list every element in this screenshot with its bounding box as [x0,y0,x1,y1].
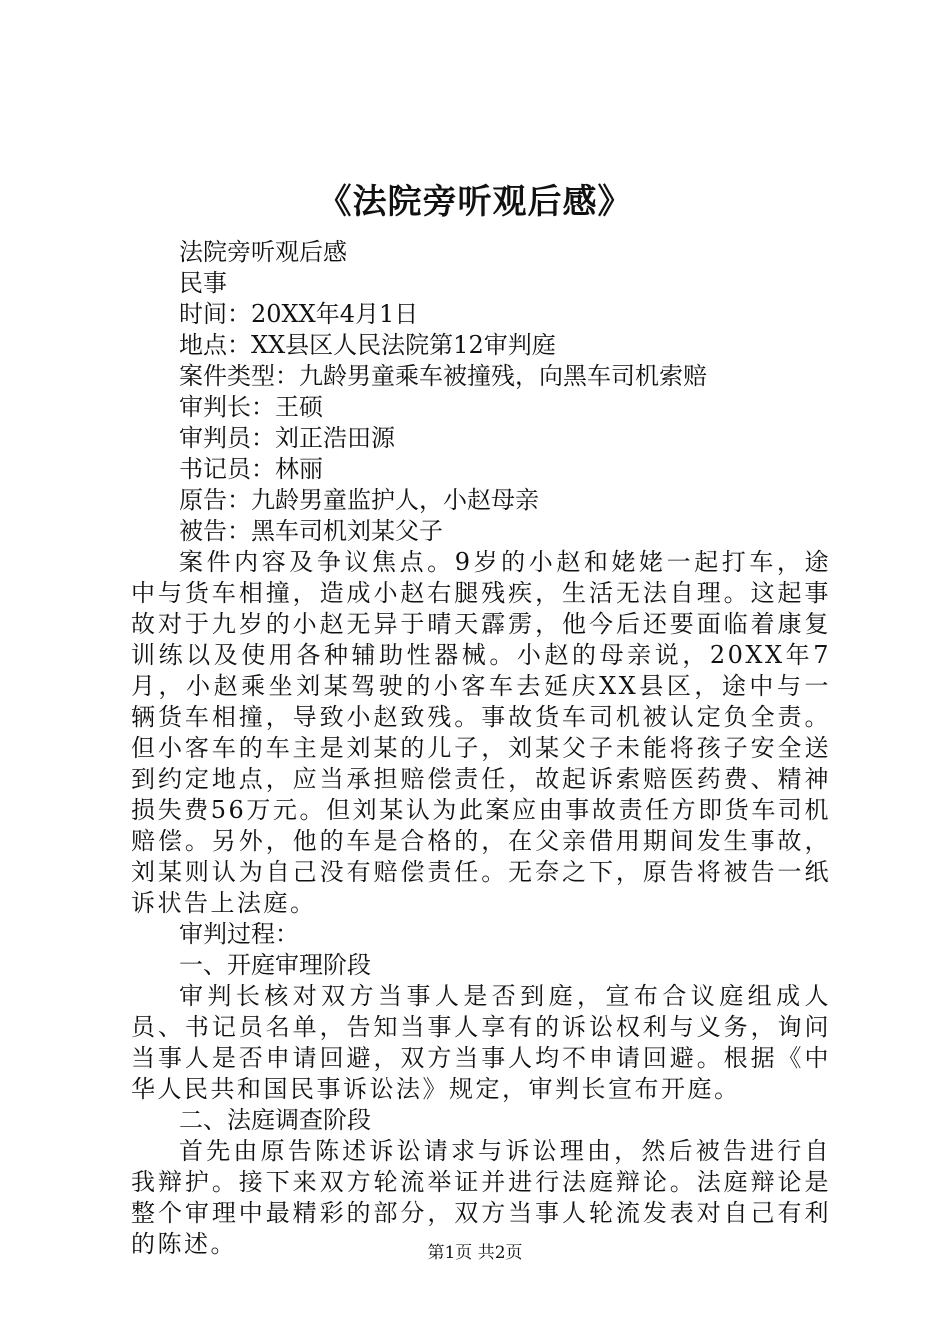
presiding-judge-line: 审判长：王硕 [179,393,323,421]
stage1-paragraph: 审判长核对双方当事人是否到庭，宣布合议庭组成人员、书记员名单，告知当事人享有的诉讼权利与义务，询问当事人是否申请回避，双方当事人均不申请回避。根据《中华人民共和国民事诉讼法》规定，审判长宣布开庭。 [131,982,831,1103]
judges-line: 审判员：刘正浩田源 [179,424,395,452]
stage1-heading: 一、开庭审理阶段 [179,951,371,979]
defendant-line: 被告：黑车司机刘某父子 [179,517,443,545]
stage2-heading: 二、法庭调查阶段 [179,1106,371,1134]
document-title: 《法院旁听观后感》 [317,182,633,222]
subtitle-line: 法院旁听观后感 [179,238,347,266]
page-footer: 第1页 共2页 [427,1243,523,1263]
place-line: 地点：XX县区人民法院第12审判庭 [179,331,556,359]
time-line: 时间：20XX年4月1日 [179,300,419,328]
case-type-line: 案件类型：九龄男童乘车被撞残，向黑车司机索赔 [179,362,707,390]
document-body [131,237,831,1260]
clerk-line: 书记员：林丽 [179,455,323,483]
category-line: 民事 [179,269,227,297]
case-content-paragraph: 案件内容及争议焦点。9岁的小赵和姥姥一起打车，途中与货车相撞，造成小赵右腿残疾，生活无法自理。这起事故对于九岁的小赵无异于晴天霹雳，他今后还要面临着康复训练以及使用各种辅助性器械。小赵的母亲说，20XX年7月，小赵乘坐刘某驾驶的小客车去延庆XX县区，途中与一辆货车相撞，导致小赵致残。事故货车司机被认定负全责。但小客车的车主是刘某的儿子，刘某父子未能将孩子安全送到约定地点，应当承担赔偿责任，故起诉索赔医药费、精神损失费56万元。但刘某认为此案应由事故责任方即货车司机赔偿。另外，他的车是合格的，在父亲借用期间发生事故，刘某则认为自己没有赔偿责任。无奈之下，原告将被告一纸诉状告上法庭。 [131,548,831,917]
stage2-paragraph: 首先由原告陈述诉讼请求与诉讼理由，然后被告进行自我辩护。接下来双方轮流举证并进行法庭辩论。法庭辩论是整个审理中最精彩的部分，双方当事人轮流发表对自己有利的陈述。 [131,1137,831,1258]
plaintiff-line: 原告：九龄男童监护人，小赵母亲 [179,486,539,514]
trial-process-heading: 审判过程： [179,920,299,948]
